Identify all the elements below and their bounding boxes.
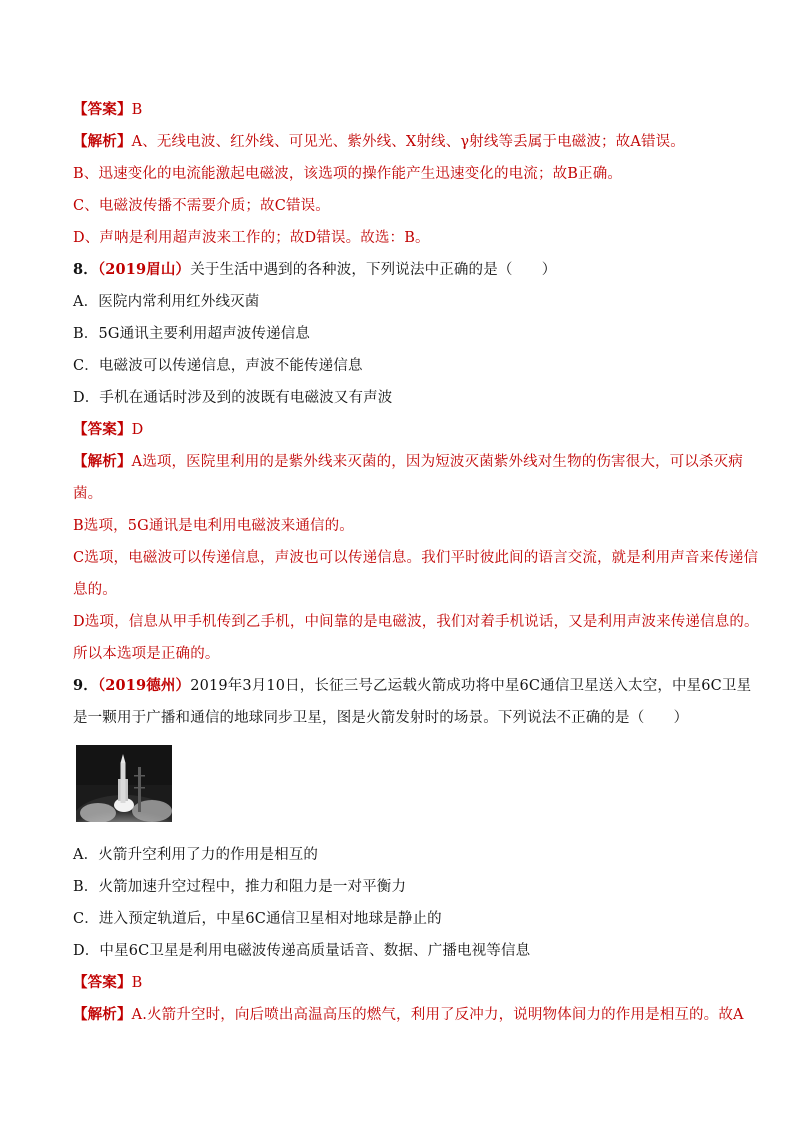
question-number: 9． bbox=[73, 677, 98, 694]
q8-analysis-line-1 bbox=[73, 452, 743, 472]
rocket-launch-illustration bbox=[76, 745, 172, 822]
q9-option-b: B．火箭加速升空过程中，推力和阻力是一对平衡力 bbox=[73, 879, 407, 895]
q8-option-b: B．5G通讯主要利用超声波传递信息 bbox=[73, 326, 311, 342]
q9-analysis-line-1 bbox=[73, 1005, 744, 1025]
q7-analysis-line-3: C、电磁波传播不需要介质；故C错误。 bbox=[73, 198, 330, 214]
q9-stem-line-2: 是一颗用于广播和通信的地球同步卫星，图是火箭发射时的场景。下列说法不正确的是（ ） bbox=[73, 710, 689, 726]
analysis-text: A选项，医院里利用的是紫外线来灭菌的，因为短波灭菌紫外线对生物的伤害很大，可以杀灭病 bbox=[131, 454, 743, 470]
q9-option-c: C．进入预定轨道后，中星6C通信卫星相对地球是静止的 bbox=[73, 911, 442, 927]
question-source: （2019眉山） bbox=[97, 261, 191, 278]
q8-analysis-line-4: C选项，电磁波可以传递信息，声波也可以传递信息。我们平时彼此间的语言交流，就是利用声音来传递信 bbox=[73, 550, 759, 566]
answer-tag: 【答案】 bbox=[73, 421, 132, 438]
q8-stem bbox=[73, 260, 723, 280]
q8-analysis-line-7: 所以本选项是正确的。 bbox=[73, 646, 220, 662]
q9-answer-line bbox=[73, 973, 723, 993]
analysis-tag: 【解析】 bbox=[73, 453, 132, 470]
q7-analysis-line-4: D、声呐是利用超声波来工作的；故D错误。故选：B。 bbox=[73, 230, 430, 246]
q9-option-a: A．火箭升空利用了力的作用是相互的 bbox=[73, 847, 319, 863]
answer-value: B bbox=[131, 102, 143, 118]
q9-stem-line-1 bbox=[73, 676, 752, 696]
q8-option-d: D．手机在通话时涉及到的波既有电磁波又有声波 bbox=[73, 390, 393, 406]
analysis-text: A、无线电波、红外线、可见光、紫外线、X射线、γ射线等丢属于电磁波；故A错误。 bbox=[131, 134, 685, 150]
q8-analysis-line-6: D选项，信息从甲手机传到乙手机，中间靠的是电磁波，我们对着手机说话，又是利用声波来传递信息的。 bbox=[73, 614, 759, 630]
question-stem: 2019年3月10日，长征三号乙运载火箭成功将中星6C通信卫星送入太空，中星6C卫星 bbox=[190, 678, 752, 694]
analysis-text: A.火箭升空时，向后喷出高温高压的燃气，利用了反冲力，说明物体间力的作用是相互的。故A bbox=[131, 1007, 744, 1023]
q9-option-d: D．中星6C卫星是利用电磁波传递高质量话音、数据、广播电视等信息 bbox=[73, 943, 531, 959]
q7-analysis-line-2: B、迅速变化的电流能激起电磁波，该选项的操作能产生迅速变化的电流；故B正确。 bbox=[73, 166, 623, 182]
q8-option-a: A．医院内常利用红外线灭菌 bbox=[73, 294, 260, 310]
analysis-tag: 【解析】 bbox=[73, 133, 132, 150]
answer-tag: 【答案】 bbox=[73, 101, 132, 118]
analysis-tag: 【解析】 bbox=[73, 1006, 132, 1023]
q8-answer-line bbox=[73, 420, 723, 440]
answer-tag: 【答案】 bbox=[73, 974, 132, 991]
answer-value: D bbox=[131, 422, 144, 438]
question-source: （2019德州） bbox=[97, 677, 191, 694]
answer-value: B bbox=[131, 975, 143, 991]
question-stem: 关于生活中遇到的各种波，下列说法中正确的是（ ） bbox=[190, 262, 557, 278]
q8-option-c: C．电磁波可以传递信息，声波不能传递信息 bbox=[73, 358, 363, 374]
q8-analysis-line-3: B选项，5G通讯是电利用电磁波来通信的。 bbox=[73, 518, 354, 534]
question-number: 8． bbox=[73, 261, 98, 278]
q7-analysis-line-1 bbox=[73, 132, 723, 152]
q8-analysis-line-2: 菌。 bbox=[73, 486, 103, 502]
rocket-launch-photo bbox=[76, 745, 172, 822]
q8-analysis-line-5: 息的。 bbox=[73, 582, 117, 598]
q7-answer-line bbox=[73, 100, 723, 120]
